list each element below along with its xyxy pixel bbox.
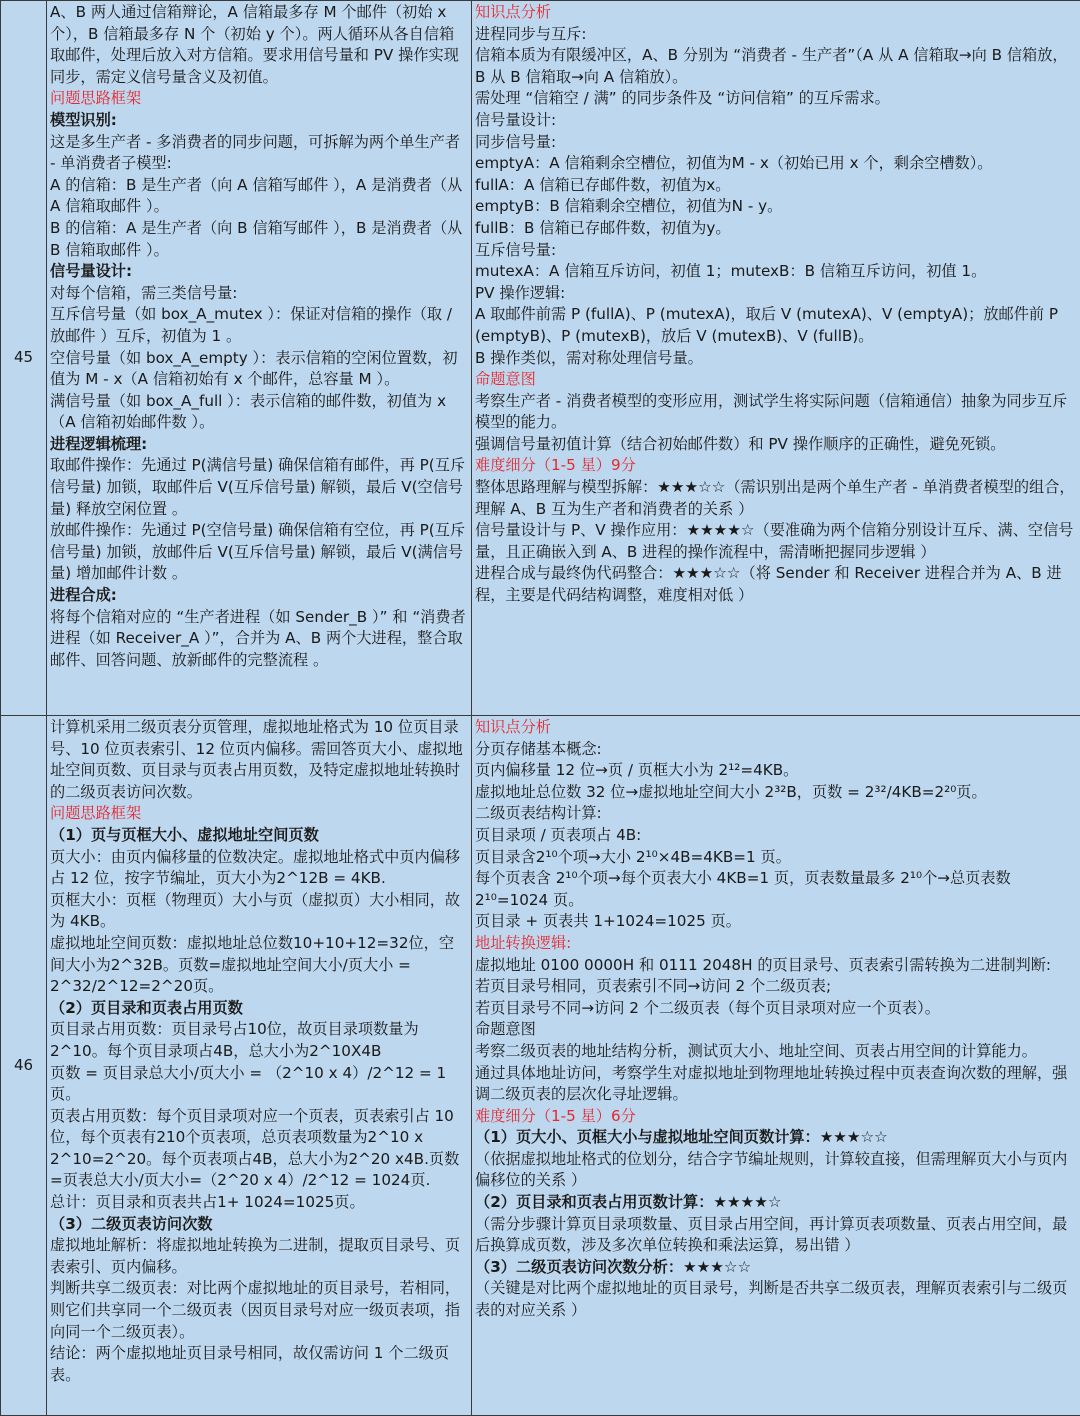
paragraph-line: 页内偏移量 12 位→页 / 页框大小为 2¹²=4KB。 [475, 761, 799, 780]
subsection-heading: 信号量设计: [50, 262, 133, 281]
paragraph-line: 需处理 “信箱空 / 满” 的同步条件及 “访问信箱” 的互斥需求。 [475, 89, 890, 108]
paragraph-line: 将每个信箱对应的 “生产者进程（如 Sender_B ）” 和 “消费者进程（如 Receiver_A ）”，合并为 A、B 两个大进程，整合取邮件、回答问题、放新邮件的完整流程 。 [50, 607, 466, 669]
paragraph-line: 考察生产者 - 消费者模型的变形应用，测试学生将实际问题（信箱通信）抽象为同步互斥模型的能力。 [475, 391, 1068, 432]
paragraph-line: 页目录占用页数：页目录号占10位，故页目录项数量为2^10。每个页目录项占4B，总大小为2^10X4B [50, 1020, 419, 1060]
question-number: 45 [1, 1, 47, 716]
subsection-heading: 模型识别: [50, 110, 117, 129]
paragraph-line: 虚拟地址 0100 0000H 和 0111 2048H 的页目录号、页表索引需转换为二进制判断: [475, 955, 1052, 974]
paragraph-line: B 操作类似，需对称处理信号量。 [475, 348, 703, 367]
subsection-heading: （2）页目录和页表占用页数 [50, 998, 243, 1017]
paragraph-line: 这是多生产者 - 多消费者的同步问题，可拆解为两个单生产者 - 单消费者子模型: [50, 132, 461, 173]
paragraph-line: 对每个信箱，需三类信号量: [50, 283, 238, 302]
paragraph-line: 互斥信号量: [475, 240, 557, 259]
paragraph-line: 虚拟地址解析：将虚拟地址转换为二进制，提取页目录号、页表索引、页内偏移。 [50, 1236, 461, 1276]
paragraph-line: 进程同步与互斥: [475, 24, 587, 43]
knowledge-analysis-cell [472, 716, 1080, 1416]
paragraph-line: 若页目录号相同，页表索引不同→访问 2 个二级页表; [475, 977, 832, 996]
paragraph-line: 总计：页目录和页表共占1+ 1024=1025页。 [50, 1193, 365, 1212]
paragraph-line: A、B 两人通过信箱辩论，A 信箱最多存 M 个邮件（初始 x 个），B 信箱最多存 N 个（初始 y 个）。两人循环从各自信箱取邮件，处理后放入对方信箱。要求用信号量和 PV 操作实现同步，需定义信号量含义及初值。 [50, 3, 459, 86]
section-heading: 地址转换逻辑: [475, 933, 572, 952]
paragraph-line: 同步信号量: [475, 132, 557, 151]
table-row [1, 1, 1080, 716]
paragraph-line: （关键是对比两个虚拟地址的页目录号，判断是否共享二级页表，理解页表索引与二级页表的对应关系 ） [475, 1279, 1068, 1320]
paragraph-line: 页目录项 / 页表项占 4B: [475, 825, 642, 844]
paragraph-line: A 取邮件前需 P (fullA)、P (mutexA)，取后 V (mutexA)、V (emptyA)；放邮件前 P (emptyB)、P (mutexB)，放后 V (mutexB)、V (fullB)。 [475, 305, 1059, 345]
paragraph-line: 信箱本质为有限缓冲区，A、B 分别为 “消费者 - 生产者”（A 从 A 信箱取→向 B 信箱放，B 从 B 信箱取→向 A 信箱放）。 [475, 46, 1068, 86]
paragraph-line: 二级页表结构计算: [475, 804, 602, 823]
section-heading: 知识点分析 [475, 718, 551, 736]
paragraph-line: 计算机采用二级页表分页管理，虚拟地址格式为 10 位页目录号、10 位页表索引、12 位页内偏移。需回答页大小、虚拟地址空间页数、页目录与页表占用页数，及特定虚拟地址转换时的二级页表访问次数。 [50, 718, 463, 801]
paragraph-line: 判断共享二级页表：对比两个虚拟地址的页目录号，若相同，则它们共享同一个二级页表（因页目录号对应一级页表项，指向同一个二级页表）。 [50, 1279, 461, 1341]
paragraph-line: 页目录含2¹⁰个项→大小 2¹⁰×4B=4KB=1 页。 [475, 847, 791, 866]
paragraph-line: 强调信号量初值计算（结合初始邮件数）和 PV 操作顺序的正确性，避免死锁。 [475, 434, 1006, 453]
paragraph-line: PV 操作逻辑: [475, 283, 566, 302]
paragraph-line: emptyA：A 信箱剩余空槽位，初值为M - x（初始已用 x 个，剩余空槽数）。 [475, 154, 993, 173]
paragraph-line: 结论：两个虚拟地址页目录号相同，故仅需访问 1 个二级页表。 [50, 1344, 450, 1384]
paragraph-line: （依据虚拟地址格式的位划分，结合字节编址规则，计算较直接，但需理解页大小与页内偏移位的关系 ） [475, 1149, 1068, 1190]
paragraph-line: 页数 = 页目录总大小/页大小 = （2^10 x 4）/2^12 = 1页。 [50, 1063, 447, 1104]
paragraph-line: 放邮件操作：先通过 P(空信号量) 确保信箱有空位，再 P(互斥信号量) 加锁，放邮件后 V(互斥信号量) 解锁，最后 V(满信号量) 增加邮件计数 。 [50, 521, 466, 583]
paragraph-line: 进程合成与最终伪代码整合：★★★☆☆（将 Sender 和 Receiver 进程合并为 A、B 进程，主要是代码结构调整，难度相对低 ） [475, 564, 1062, 605]
subsection-heading: 进程逻辑梳理: [50, 434, 148, 453]
problem-analysis-cell [47, 1, 472, 716]
paragraph-line: 分页存储基本概念: [475, 739, 602, 758]
section-heading: 难度细分（1-5 星）6分 [475, 1106, 636, 1125]
section-heading: 问题思路框架 [50, 804, 142, 823]
paragraph-line: 通过具体地址访问，考察学生对虚拟地址到物理地址转换过程中页表查询次数的理解，强调二级页表的层次化寻址逻辑。 [475, 1063, 1068, 1104]
subsection-heading: （1）页大小、页框大小与虚拟地址空间页数计算：★★★☆☆ [475, 1128, 888, 1147]
section-heading: 命题意图 [475, 370, 536, 389]
paragraph-line: 虚拟地址空间页数：虚拟地址总位数10+10+12=32位，空间大小为2^32B。页数=虚拟地址空间大小/页大小 = 2^32/2^12=2^20页。 [50, 933, 455, 996]
paragraph-line: 命题意图 [475, 1020, 536, 1039]
paragraph-line: 空信号量（如 box_A_empty ）：表示信箱的空闲位置数，初值为 M - x（A 信箱初始有 x 个邮件，总容量 M ）。 [50, 348, 458, 389]
paragraph-line: 页大小：由页内偏移量的位数决定。虚拟地址格式中页内偏移占 12 位，按字节编址，页大小为2^12B = 4KB. [50, 847, 461, 888]
paragraph-line: emptyB：B 信箱剩余空槽位，初值为N - y。 [475, 197, 783, 216]
subsection-heading: （1）页与页框大小、虚拟地址空间页数 [50, 825, 319, 844]
subsection-heading: （2）页目录和页表占用页数计算：★★★★☆ [475, 1193, 782, 1212]
section-heading: 问题思路框架 [50, 89, 142, 108]
paragraph-line: 信号量设计: [475, 110, 557, 129]
paragraph-line: 虚拟地址总位数 32 位→虚拟地址空间大小 2³²B，页数 = 2³²/4KB=2²⁰页。 [475, 782, 987, 801]
paragraph-line: 页表占用页数：每个页目录项对应一个页表，页表索引占 10 位，每个页表有210个页表项，总页表项数量为2^10 x 2^10=2^20。每个页表项占4B，总大小为2^20 x4B.页数=页表总大小/页大小=（2^20 x 4）/2^12 = 1024页. [50, 1106, 460, 1190]
paragraph-line: 页目录 + 页表共 1+1024=1025 页。 [475, 912, 741, 931]
paragraph-line: fullA：A 信箱已存邮件数，初值为x。 [475, 175, 731, 194]
paragraph-line: 整体思路理解与模型拆解：★★★☆☆（需识别出是两个单生产者 - 单消费者模型的组合，理解 A、B 互为生产者和消费者的关系 ） [475, 478, 1075, 518]
table-row [1, 716, 1080, 1416]
subsection-heading: 进程合成: [50, 586, 117, 605]
paragraph-line: mutexA：A 信箱互斥访问，初值 1；mutexB：B 信箱互斥访问，初值 1。 [475, 262, 987, 281]
paragraph-line: 每个页表含 2¹⁰个项→每个页表大小 4KB=1 页，页表数量最多 2¹⁰个→总页表数 2¹⁰=1024 页。 [475, 869, 1011, 909]
paragraph-line: 互斥信号量（如 box_A_mutex ）：保证对信箱的操作（取 / 放邮件 ）互斥，初值为 1 。 [50, 305, 453, 345]
paragraph-line: B 的信箱：A 是生产者（向 B 信箱写邮件 ），B 是消费者（从 B 信箱取邮件 ）。 [50, 218, 463, 259]
paragraph-line: 取邮件操作：先通过 P(满信号量) 确保信箱有邮件，再 P(互斥信号量) 加锁，取邮件后 V(互斥信号量) 解锁，最后 V(空信号量) 释放空闲位置 。 [50, 456, 466, 518]
paragraph-line: 若页目录号不同→访问 2 个二级页表（每个页目录项对应一个页表）。 [475, 998, 940, 1017]
subsection-heading: （3）二级页表访问次数 [50, 1214, 213, 1233]
paragraph-line: 页框大小：页框（物理页）大小与页（虚拟页）大小相同，故为 4KB。 [50, 890, 461, 931]
problem-analysis-cell [47, 716, 472, 1416]
paragraph-line: 满信号量（如 box_A_full ）：表示信箱的邮件数，初值为 x（A 信箱初始邮件数 ）。 [50, 391, 447, 432]
paragraph-line: A 的信箱：B 是生产者（向 A 信箱写邮件 ），A 是消费者（从 A 信箱取邮件 ）。 [50, 175, 463, 216]
knowledge-analysis-cell [472, 1, 1080, 716]
paragraph-line: 考察二级页表的地址结构分析，测试页大小、地址空间、页表占用空间的计算能力。 [475, 1041, 1037, 1060]
paragraph-line: fullB：B 信箱已存邮件数，初值为y。 [475, 218, 731, 237]
section-heading: 知识点分析 [475, 3, 551, 21]
paragraph-line: 信号量设计与 P、V 操作应用：★★★★☆（要准确为两个信箱分别设计互斥、满、空信号量，且正确嵌入到 A、B 进程的操作流程中，需清晰把握同步逻辑 ） [475, 521, 1074, 561]
subsection-heading: （3）二级页表访问次数分析：★★★☆☆ [475, 1257, 752, 1276]
section-heading: 难度细分（1-5 星）9分 [475, 456, 636, 475]
paragraph-line: （需分步骤计算页目录项数量、页目录占用空间，再计算页表项数量、页表占用空间，最后换算成页数，涉及多次单位转换和乘法运算，易出错 ） [475, 1214, 1068, 1255]
question-number: 46 [1, 716, 47, 1416]
